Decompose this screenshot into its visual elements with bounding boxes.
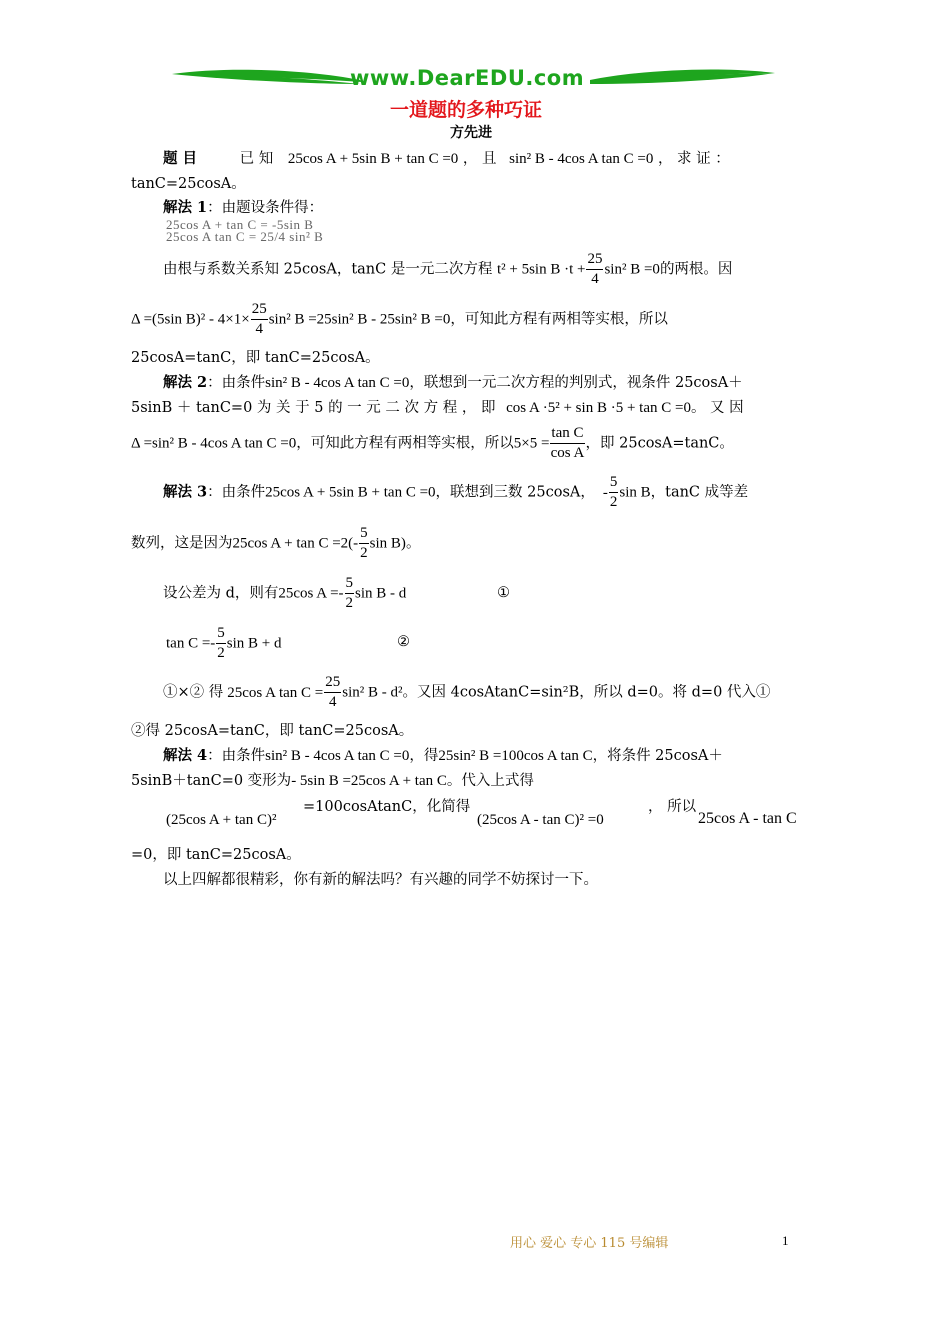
method2-label: 解法 2 <box>163 374 208 391</box>
condition-1: 25cos A + 5sin B + tan C =0 <box>287 151 459 167</box>
method3-line3: 设公差为 d，则有25cos A =- $\frac{5}{2}$ sin B - d <box>163 575 407 611</box>
footer-note: 用心 爱心 专心 115 号编辑 <box>510 1236 669 1251</box>
method2-line2: 5sinB ＋ tanC=0 为 关 于 5 的 一 元 二 次 方 程 ， 即 cos A ·5² + sin B ·5 + tan C =0。 又 因 <box>131 400 744 416</box>
equation-marker-2: ② <box>397 634 410 650</box>
method3-line4: tan C =- $\frac{5}{2}$ sin B + d <box>166 625 282 661</box>
method4-label: 解法 4 <box>163 747 208 764</box>
method3-line2: 数列，这是因为25cos A + tan C =2(- $\frac{5}{2}$ sin B)。 <box>131 525 421 561</box>
method4-eq-result: 25cos A - tan C <box>698 810 797 827</box>
method2-line3: Δ =sin² B - 4cos A tan C =0，可知此方程有两相等实根，所以5×5 = $\frac{\text{tan C}}{\text{cos A}}$ ，即 25cosA=tanC。 <box>131 425 734 461</box>
method4-line1: 解法 4：由条件sin² B - 4cos A tan C =0，得25sin² B =100cos A tan C，将条件 25cosA＋ <box>163 747 723 764</box>
method2-line1: 解法 2：由条件sin² B - 4cos A tan C =0，联想到一元二次方程的判别式，视条件 25cosA＋ <box>163 374 743 391</box>
method1-line3: 25cosA=tanC，即 tanC=25cosA。 <box>131 350 380 366</box>
page-title: 一道题的多种巧证 <box>390 99 543 121</box>
method3-line5: ①×② 得 25cos A tan C = $\frac{25}{4}$ sin² B - d²。又因 4cosAtanC=sin²B，所以 d=0。将 d=0 代入① <box>163 674 771 710</box>
method1-line2: Δ =(5sin B)² - 4×1× $\frac{25}{4}$ sin² B =25sin² B - 25sin² B =0，可知此方程有两相等实根，所以 <box>131 301 668 337</box>
problem-goal: tanC=25cosA。 <box>131 176 246 192</box>
method1-heading: 解法 1：由题设条件得： <box>163 199 324 216</box>
method3-line6: ②得 25cosA=tanC，即 tanC=25cosA。 <box>131 723 414 739</box>
condition-2: sin² B - 4cos A tan C =0 <box>509 151 654 167</box>
problem-line: 题 目 已 知 25cos A + 5sin B + tan C =0 ， 且 sin² B - 4cos A tan C =0 ， 求 证 ： <box>163 150 730 167</box>
author: 方先进 <box>450 125 492 141</box>
equation-marker-1: ① <box>497 585 510 601</box>
method4-line2: 5sinB＋tanC=0 变形为- 5sin B =25cos A + tan C。代入上式得 <box>131 773 534 789</box>
method3-line1: 解法 3：由条件25cos A + 5sin B + tan C =0，联想到三数 25cosA， - $\frac{5}{2}$ sin B，tanC 成等差 <box>163 474 749 510</box>
method1-line1: 由根与系数关系知 25cosA，tanC 是一元二次方程 t² + 5sin B ·t + $\frac{25}{4}$ sin² B =0的两根。因 <box>163 251 733 287</box>
closing-paragraph: 以上四解都很精彩，你有新的解法吗？有兴趣的同学不妨探讨一下。 <box>163 872 598 888</box>
method1-equation-system: 25cos A + tan C = -5sin B 25cos A tan C = 25/4 sin² B <box>166 219 324 243</box>
method3-label: 解法 3 <box>163 483 208 501</box>
method4-line3: =100cosAtanC，化简得 <box>303 799 471 815</box>
page-number: 1 <box>782 1233 789 1248</box>
method4-eq-left: (25cos A + tan C)² <box>166 812 277 828</box>
method1-label: 解法 1 <box>163 199 208 216</box>
method4-therefore: ， 所以 <box>648 799 697 815</box>
method4-line4: =0，即 tanC=25cosA。 <box>131 847 301 863</box>
problem-label: 题 目 <box>163 150 198 167</box>
site-logo[interactable]: www.DearEDU.com <box>350 66 585 90</box>
method4-eq-simplified: (25cos A - tan C)² =0 <box>477 812 604 828</box>
